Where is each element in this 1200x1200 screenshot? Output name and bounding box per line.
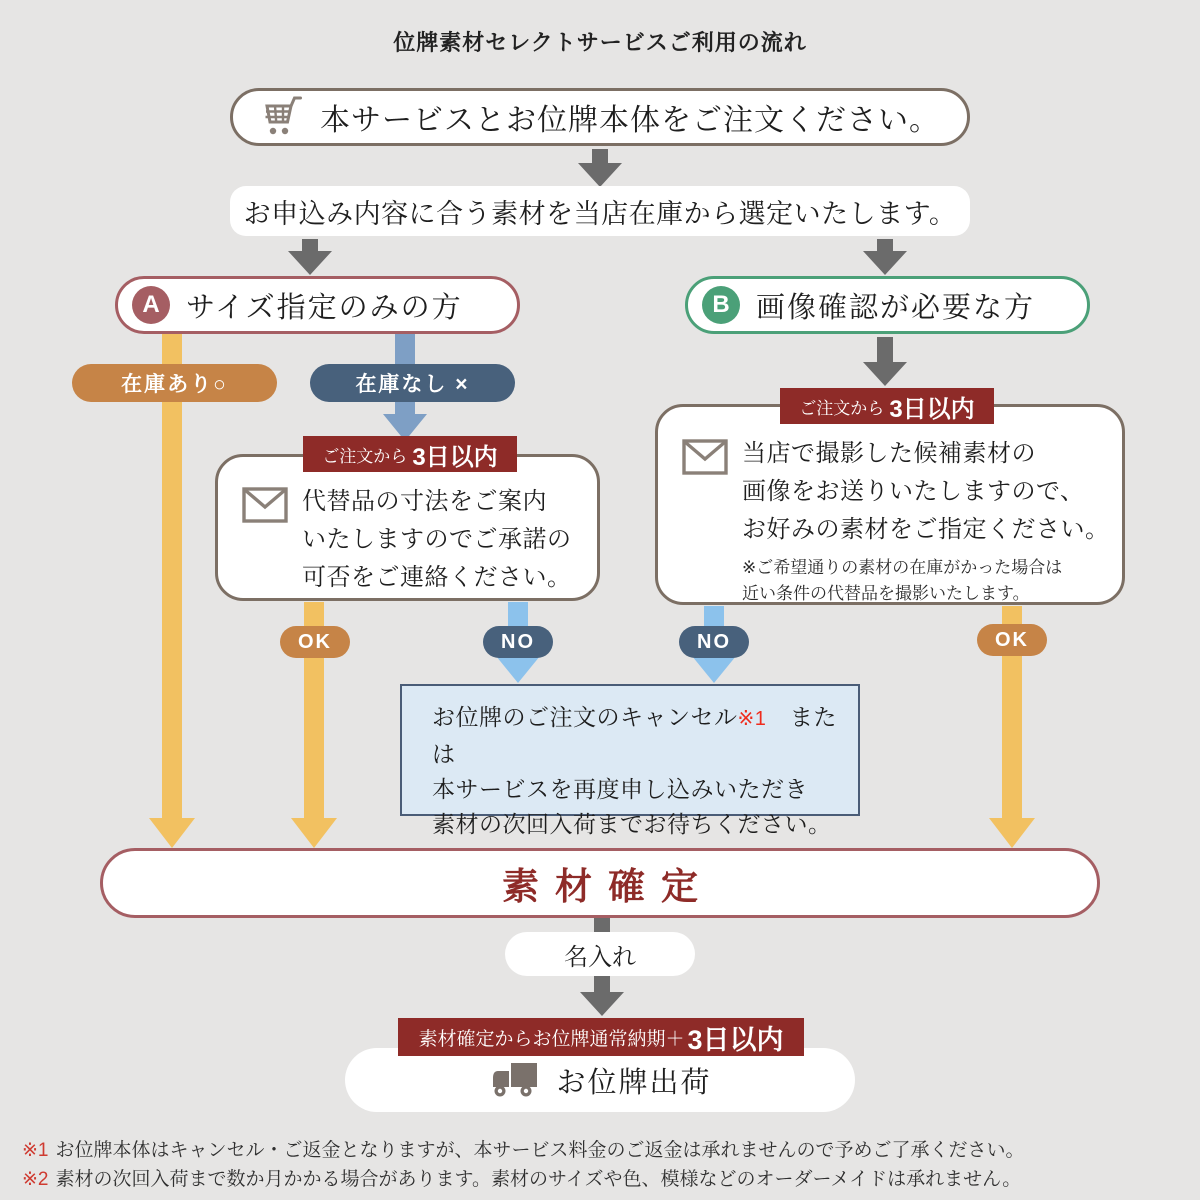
cancel-line-3: 素材の次回入荷までお待ちください。 [432, 807, 858, 879]
cancel-line-2: 本サービスを再度申し込みいただき [432, 776, 808, 802]
naming-label: 名入れ [564, 943, 636, 971]
no-label: NO [501, 630, 535, 653]
arrow-select-to-b-head [863, 251, 907, 275]
cart-icon [260, 95, 306, 139]
material-final-label: 素材確定 [502, 866, 714, 907]
select-step-box [230, 186, 970, 236]
arrow-final-to-ship-head [580, 992, 624, 1016]
ship-deadline-prefix: 素材確定からお位牌通常納期＋ [418, 1028, 685, 1050]
ok-label: OK [995, 628, 1029, 651]
stock-unavailable-label: 在庫なし × [355, 373, 470, 396]
order-step-label: 本サービスとお位牌本体をご注文ください。 [320, 104, 940, 137]
stock-available-label: 在庫あり○ [121, 373, 228, 396]
branch-b-badge: B [702, 286, 740, 324]
photo-note-1: ※ご希望通りの素材の在庫がかった場合は [742, 558, 1063, 577]
footnote-1-ref: ※1 [22, 1140, 49, 1161]
deadline-banner-right [780, 388, 994, 424]
ok-label: OK [298, 630, 332, 653]
cancel-line-1: お位牌のご注文のキャンセル※1 または [432, 704, 837, 767]
order-step-box [230, 88, 970, 146]
alternative-info-box [215, 454, 600, 601]
page-title: 位牌素材セレクトサービスご利用の流れ [393, 30, 807, 55]
arrow-photo-no-to-cancel-head [692, 656, 736, 683]
arrow-photo-ok-to-final-head [989, 818, 1035, 848]
photo-confirm-box [655, 404, 1125, 605]
arrow-alt-no-to-cancel-head [496, 656, 540, 683]
select-step-label: お申込み内容に合う素材を当店在庫から選定いたします。 [243, 198, 957, 229]
no-pill-left [483, 626, 553, 658]
footnote-2-text: 素材の次回入荷まで数か月かかる場合があります。素材のサイズや色、模様などのオーダーメイドは承れません。 [55, 1169, 1022, 1190]
ship-deadline-strong: 3日以内 [687, 1024, 784, 1055]
branch-a-box [115, 276, 520, 334]
deadline-strong: 3日以内 [412, 443, 498, 471]
photo-note-2: 近い条件の代替品を撮影いたします。 [742, 584, 1030, 603]
naming-pill [505, 932, 695, 976]
arrow-stock-yes-to-final [162, 334, 182, 820]
footnote-2-ref: ※2 [22, 1169, 49, 1190]
branch-a-label: サイズ指定のみの方 [186, 291, 463, 324]
arrow-order-to-select-head [578, 163, 622, 187]
no-label: NO [697, 630, 731, 653]
arrow-select-to-a-head [288, 251, 332, 275]
ship-deadline-banner [398, 1018, 804, 1056]
footnote-1 [22, 1136, 1025, 1165]
deadline-prefix: ご注文から [322, 446, 408, 466]
no-pill-right [679, 626, 749, 658]
branch-a-badge: A [132, 286, 170, 324]
photo-line-2: 画像をお送りいたしますので、 [742, 478, 1085, 505]
arrow-stock-yes-to-final-head [149, 818, 195, 848]
deadline-strong: 3日以内 [889, 395, 975, 423]
branch-b-label: 画像確認が必要な方 [756, 291, 1036, 324]
footnote-ref-1: ※1 [737, 708, 767, 730]
photo-line-1: 当店で撮影した候補素材の [742, 440, 1036, 467]
arrow-b-to-photo [877, 337, 893, 364]
deadline-banner-left [303, 436, 517, 472]
mail-icon [242, 483, 288, 598]
ok-pill-left [280, 626, 350, 658]
arrow-b-to-photo-head [863, 362, 907, 386]
mail-icon [682, 435, 728, 602]
branch-b-box [685, 276, 1090, 334]
alt-line-2: いたしますのでご承諾の [302, 526, 572, 553]
alt-line-3: 可否をご連絡ください。 [302, 564, 572, 591]
deadline-prefix: ご注文から [799, 398, 885, 418]
alternative-info-text [302, 483, 572, 598]
stock-unavailable-pill [310, 364, 515, 402]
footnotes [22, 1136, 1025, 1194]
photo-line-3: お好みの素材をご指定ください。 [742, 516, 1110, 543]
footnote-2 [22, 1165, 1025, 1194]
ship-label: お位牌出荷 [556, 1066, 712, 1099]
footnote-1-text: お位牌本体はキャンセル・ご返金となりますが、本サービス料金のご返金は承れませんので予めご了承ください。 [55, 1140, 1025, 1161]
arrow-alt-ok-to-final-head [291, 818, 337, 848]
photo-confirm-text [742, 435, 1110, 602]
cancel-box [400, 684, 860, 837]
alt-line-1: 代替品の寸法をご案内 [302, 488, 547, 515]
ship-box [345, 1048, 855, 1112]
stock-available-pill [72, 364, 277, 402]
material-final-box [100, 848, 1100, 918]
ok-pill-right [977, 624, 1047, 656]
truck-icon [488, 1060, 542, 1100]
